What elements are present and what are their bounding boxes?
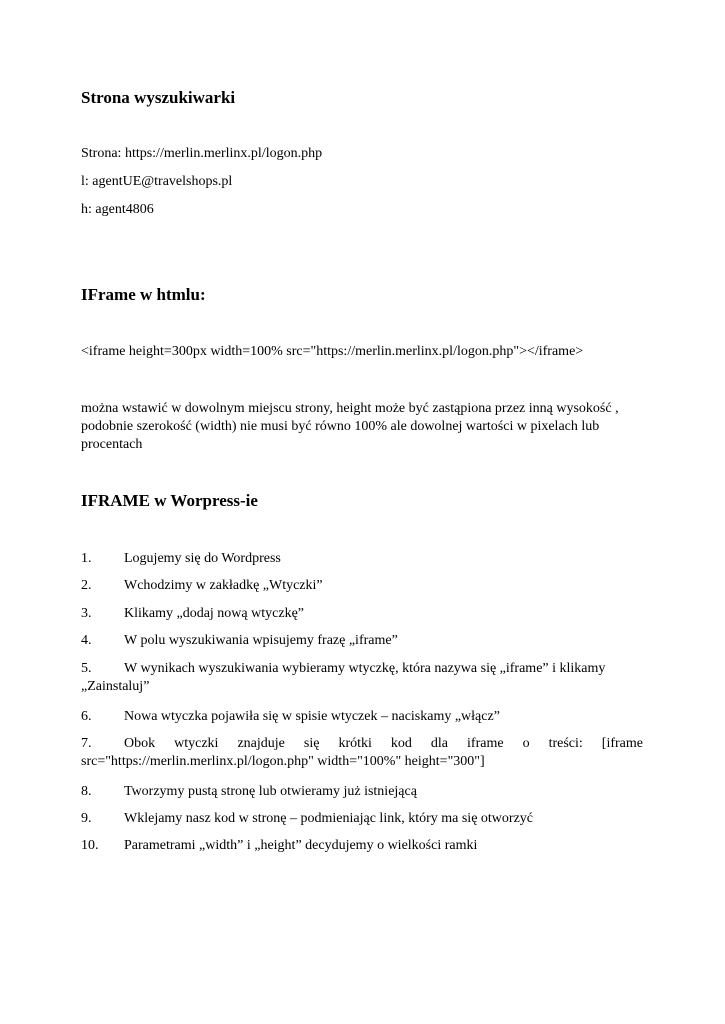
step-number: 4. (81, 633, 92, 648)
step-number: 7. (81, 736, 92, 751)
step-number: 10. (81, 838, 99, 853)
step-number: 1. (81, 551, 92, 566)
step-number: 3. (81, 606, 92, 621)
step-number: 8. (81, 784, 92, 799)
step-text: W polu wyszukiwania wpisujemy frazę „iframe” (124, 633, 398, 648)
step-text: Wklejamy nasz kod w stronę – podmieniając link, który ma się otworzyć (124, 811, 534, 826)
step-text: Wchodzimy w zakładkę „Wtyczki” (124, 578, 323, 593)
step-text: Klikamy „dodaj nową wtyczkę” (124, 606, 304, 621)
iframe-description-paragraph: można wstawić w dowolnym miejscu strony, height może być zastąpiona przez inną wysokość , podobnie szerokość (width) nie musi być równo 100% ale dowolnej wartości w pixelach lub procentach (81, 401, 619, 452)
site-url-line: Strona: https://merlin.merlinx.pl/logon.php (81, 146, 323, 161)
login-line: l: agentUE@travelshops.pl (81, 174, 233, 189)
step-number: 6. (81, 709, 92, 724)
step-number: 9. (81, 811, 92, 826)
section-heading-search-page: Strona wyszukiwarki (81, 88, 236, 107)
password-line: h: agent4806 (81, 202, 154, 217)
step-text: Logujemy się do Wordpress (124, 551, 281, 566)
step-text: Parametrami „width” i „height” decydujemy o wielkości ramki (124, 838, 478, 853)
step-text: Nowa wtyczka pojawiła się w spisie wtyczek – naciskamy „włącz” (124, 709, 500, 724)
step-text: Tworzymy pustą stronę lub otwieramy już istniejącą (124, 784, 417, 799)
step-7-block (81, 735, 643, 771)
step-text: W wynikach wyszukiwania wybieramy wtyczkę, która nazywa się „iframe” i klikamy „Zainstaluj” (81, 661, 606, 694)
step-number: 2. (81, 578, 92, 593)
iframe-code-line: <iframe height=300px width=100% src="https://merlin.merlinx.pl/logon.php"></iframe> (81, 344, 584, 359)
section-heading-iframe-html: IFrame w htmlu: (81, 285, 206, 304)
step-text: Obok wtyczki znajduje się krótki kod dla iframe o treści: [iframe src="https://merlin.merlinx.pl/logon.php" width="100%" height="300"] (81, 736, 643, 769)
step-5-block (81, 660, 643, 696)
section-heading-iframe-wordpress: IFRAME w Worpress-ie (81, 491, 258, 510)
step-number: 5. (81, 661, 92, 676)
